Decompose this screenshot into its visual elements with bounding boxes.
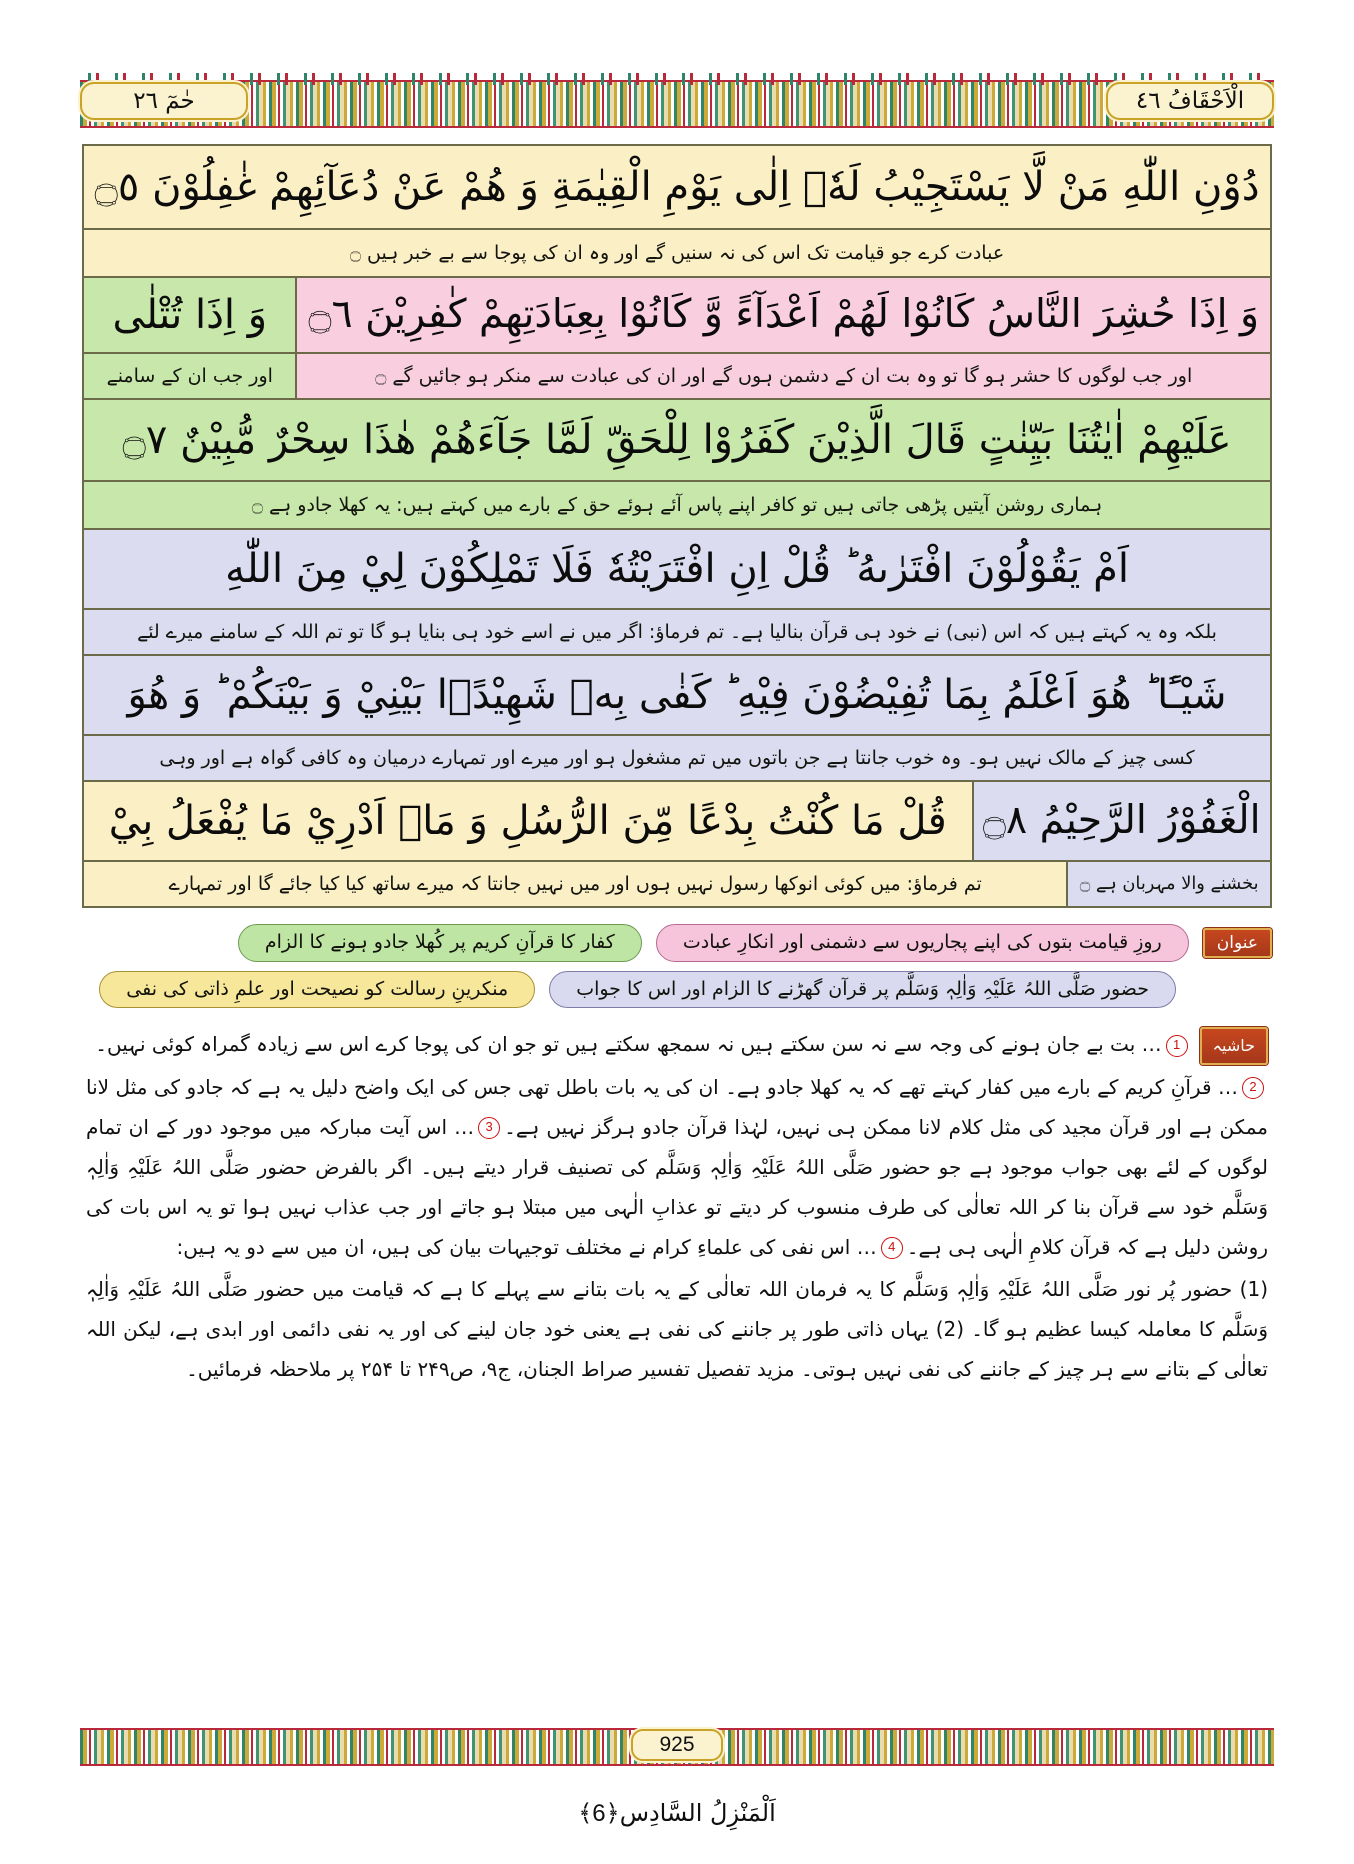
urdu-translation-text: ہماری روشن آیتیں پڑھی جاتی ہیں تو کافر اپنے پاس آئے ہوئے حق کے بارے میں کہتے ہیں: یہ کھلا جادو ہے ۝: [84, 482, 1270, 528]
arabic-verse-text: وَ اِذَا تُتْلٰى: [84, 278, 297, 352]
table-row: [84, 736, 1270, 782]
footnote-marker-4[interactable]: 4: [881, 1237, 903, 1259]
arabic-verse-text: وَ اِذَا حُشِرَ النَّاسُ كَانُوْا لَهُمْ اَعْدَآءً وَّ كَانُوْا بِعِبَادَتِهِمْ كٰفِرِيْنَ ۝٦: [297, 278, 1270, 352]
page-number: 925: [631, 1729, 722, 1761]
arabic-verse-text: شَيْـًٔا ؕ هُوَ اَعْلَمُ بِمَا تُفِيْضُوْنَ فِيْهِ ؕ كَفٰى بِهٖ شَهِيْدًۢا بَيْنِيْ وَ بَيْنَكُمْ ؕ وَ هُوَ: [84, 656, 1270, 734]
urdu-translation-text: اور جب ان کے سامنے: [84, 354, 297, 398]
table-row: [84, 278, 1270, 354]
footnote-marker-2[interactable]: 2: [1242, 1077, 1264, 1099]
hashiya-note-text: … بت بے جان ہونے کی وجہ سے نہ سن سکتے ہیں نہ سمجھ سکتے ہیں تو جو ان کی پوجا کرے اس سے زیادہ گمراہ کوئی نہیں۔: [95, 1032, 1162, 1057]
table-row: [84, 354, 1270, 400]
table-row: [84, 782, 1270, 862]
footnote-marker-3[interactable]: 3: [478, 1117, 500, 1139]
floral-border-icon: [80, 80, 1274, 128]
arabic-verse-text: قُلْ مَا كُنْتُ بِدْعًا مِّنَ الرُّسُلِ وَ مَاۤ اَدْرِيْ مَا يُفْعَلُ بِيْ: [84, 782, 974, 860]
page-header: [80, 72, 1274, 130]
topic-pill-4[interactable]: منکرینِ رسالت کو نصیحت اور علمِ ذاتی کی نفی: [99, 971, 535, 1009]
manzil-number: 6: [592, 1800, 606, 1827]
manzil-label: [0, 1799, 1354, 1828]
topic-pill-3[interactable]: حضور صَلَّی اللہُ عَلَیْہِ وَاٰلِہٖ وَسَلَّم پر قرآن گھڑنے کا الزام اور اس کا جواب: [549, 971, 1176, 1009]
surah-name-cartouche: الْاَحْقَافُ ٤٦: [1106, 82, 1274, 121]
arabic-verse-text: اَمْ يَقُوْلُوْنَ افْتَرٰىهُ ؕ قُلْ اِنِ افْتَرَيْتُهٗ فَلَا تَمْلِكُوْنَ لِيْ مِنَ اللّٰهِ: [84, 530, 1270, 608]
hashiya-paragraph-2: [86, 1067, 1268, 1267]
hashiya-note-text: … قرآنِ کریم کے بارے میں کفار کہتے تھے کہ یہ کھلا جادو ہے۔ ان کی یہ بات باطل تھی جس کی ایک واضح دلیل یہ ہے کہ جادو کی مثل لانا ممکن ہے اور قرآن مجید کی مثل کلام لانا ممکن ہی نہیں، لہٰذا قرآن جادو ہرگز نہیں ہے۔: [86, 1074, 1268, 1139]
table-row: [84, 610, 1270, 656]
hashiya-section: [86, 1024, 1268, 1391]
topic-row: [82, 924, 1272, 962]
footnote-marker-1[interactable]: 1: [1166, 1035, 1188, 1057]
table-row: [84, 530, 1270, 610]
hashiya-tag-icon: حاشیہ: [1200, 1027, 1268, 1065]
bracket-open: ﴿: [605, 1799, 620, 1827]
hashiya-note-text: … اس آیت مبارکہ میں موجود دور کے ان تمام لوگوں کے لئے بھی جواب موجود ہے جو حضور صَلَّی اللہُ عَلَیْہِ وَاٰلِہٖ وَسَلَّم کی تصنیف قرار دیتے ہیں۔ اگر بالفرض حضور صَلَّی اللہُ عَلَیْہِ وَاٰلِہٖ وَسَلَّم خود سے قرآن بنا کر اللہ تعالٰی کی طرف منسوب کر دیتے تو عذابِ الٰہی میں مبتلا ہو جاتے اور جب عذاب نہیں ہوا تو یہ اس بات کی روشن دلیل ہے کہ قرآن کلامِ الٰہی ہی ہے۔: [86, 1114, 1268, 1259]
arabic-verse-text: الْغَفُوْرُ الرَّحِيْمُ ۝٨: [974, 782, 1271, 860]
hashiya-note-text: (1) حضور پُر نور صَلَّی اللہُ عَلَیْہِ وَاٰلِہٖ وَسَلَّم کا یہ فرمان اللہ تعالٰی کے یہ بات بتانے سے پہلے کا ہے کہ قیامت میں حضور صَلَّی اللہُ عَلَیْہِ وَاٰلِہٖ وَسَلَّم کا معاملہ کیسا عظیم ہو گا۔ (2) یہاں ذاتی طور پر جاننے کی نفی ہے یعنی خود جان لینے کی اور یہ نفی دائمی اور ابدی ہے، لیکن اللہ تعالٰی کے بتانے سے ہر چیز کے جاننے کی نفی نہیں ہوتی۔ مزید تفصیل تفسیر صراط الجنان، ج۹، ص۲۴۹ تا ۲۵۴ پر ملاحظہ فرمائیں۔: [86, 1276, 1268, 1381]
page-footer: [80, 1722, 1274, 1768]
topic-pill-2[interactable]: کفار کا قرآنِ کریم پر کُھلا جادو ہونے کا الزام: [238, 924, 642, 962]
bracket-close: ﴾: [578, 1799, 593, 1827]
table-row: [84, 146, 1270, 230]
arabic-verse-text: عَلَيْهِمْ اٰيٰتُنَا بَيِّنٰتٍ قَالَ الَّذِيْنَ كَفَرُوْا لِلْحَقِّ لَمَّا جَآءَهُمْ هٰذَا سِحْرٌ مُّبِيْنٌ ۝٧: [84, 400, 1270, 480]
verse-table: [82, 144, 1272, 908]
arabic-verse-text: دُوْنِ اللّٰهِ مَنْ لَّا يَسْتَجِيْبُ لَهٗۤ اِلٰى يَوْمِ الْقِيٰمَةِ وَ هُمْ عَنْ دُعَآئِهِمْ غٰفِلُوْنَ ۝٥: [84, 146, 1270, 228]
urdu-translation-text: بلکہ وہ یہ کہتے ہیں کہ اس (نبی) نے خود ہی قرآن بنالیا ہے۔ تم فرماؤ: اگر میں نے اسے خود ہی بنایا ہو گا تو تم اللہ کے سامنے میرے لئے: [84, 610, 1270, 654]
hashiya-paragraph-3: [86, 1269, 1268, 1389]
topic-row: [82, 971, 1272, 1009]
manzil-text: اَلْمَنْزِلُ السَّادِس: [619, 1799, 776, 1827]
hashiya-paragraph-1: [86, 1024, 1268, 1065]
table-row: [84, 656, 1270, 736]
topic-labels-section: [82, 924, 1272, 1008]
hashiya-note-text: … اس نفی کی علماءِ کرام نے مختلف توجیہات بیان کی ہیں، ان میں سے دو یہ ہیں:: [176, 1234, 877, 1259]
table-row: [84, 482, 1270, 530]
juz-name-cartouche: حٰمٓ ٢٦: [80, 82, 248, 121]
urdu-translation-text: کسی چیز کے مالک نہیں ہو۔ وہ خوب جانتا ہے جن باتوں میں تم مشغول ہو اور میرے اور تمہارے درمیان وہ کافی گواہ ہے اور وہی: [84, 736, 1270, 780]
topic-pill-1[interactable]: روزِ قیامت بتوں کی اپنے پجاریوں سے دشمنی اور انکارِ عبادت: [656, 924, 1189, 962]
table-row: [84, 230, 1270, 278]
urdu-translation-text: بخشنے والا مہربان ہے ۝: [1068, 862, 1270, 906]
unwan-tag-icon: عنوان: [1203, 928, 1272, 958]
table-row: [84, 400, 1270, 482]
urdu-translation-text: تم فرماؤ: میں کوئی انوکھا رسول نہیں ہوں اور میں نہیں جانتا کہ میرے ساتھ کیا کیا جائے گا اور تمہارے: [84, 862, 1068, 906]
urdu-translation-text: عبادت کرے جو قیامت تک اس کی نہ سنیں گے اور وہ ان کی پوجا سے بے خبر ہیں ۝: [84, 230, 1270, 276]
urdu-translation-text: اور جب لوگوں کا حشر ہو گا تو وہ بت ان کے دشمن ہوں گے اور ان کی عبادت سے منکر ہو جائیں گے ۝: [297, 354, 1270, 398]
table-row: [84, 862, 1270, 908]
